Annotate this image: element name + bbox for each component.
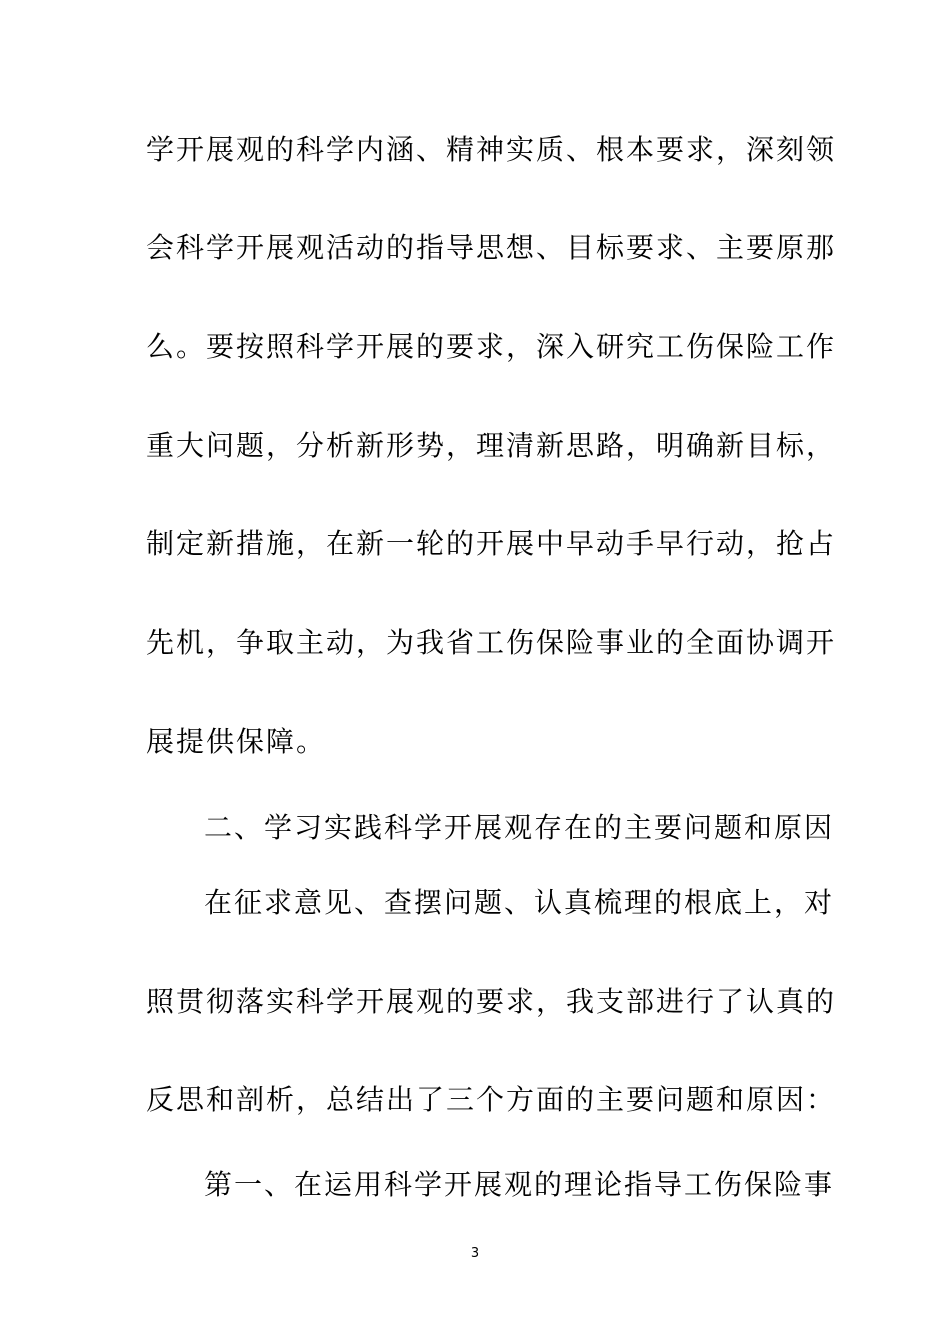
body-line-1: 学开展观的科学内涵、精神实质、根本要求，深刻领 <box>146 133 837 166</box>
paragraph-line-1: 在征求意见、查摆问题、认真梳理的根底上，对 <box>204 886 835 919</box>
section-heading: 二、学习实践科学开展观存在的主要问题和原因 <box>204 811 835 844</box>
body-line-5: 制定新措施，在新一轮的开展中早动手早行动，抢占 <box>146 527 837 560</box>
body-line-4: 重大问题，分析新形势，理清新思路，明确新目标， <box>146 429 837 462</box>
body-line-3: 么。要按照科学开展的要求，深入研究工伤保险工作 <box>146 330 837 363</box>
page-number: 3 <box>470 1246 480 1261</box>
paragraph-line-2: 照贯彻落实科学开展观的要求，我支部进行了认真的 <box>146 985 837 1018</box>
paragraph-line-3: 反思和剖析，总结出了三个方面的主要问题和原因： <box>146 1083 837 1116</box>
point-one-line: 第一、在运用科学开展观的理论指导工伤保险事 <box>204 1168 835 1201</box>
body-line-2: 会科学开展观活动的指导思想、目标要求、主要原那 <box>146 231 837 264</box>
body-line-6: 先机，争取主动，为我省工伤保险事业的全面协调开 <box>146 626 837 659</box>
body-line-7: 展提供保障。 <box>146 725 327 758</box>
